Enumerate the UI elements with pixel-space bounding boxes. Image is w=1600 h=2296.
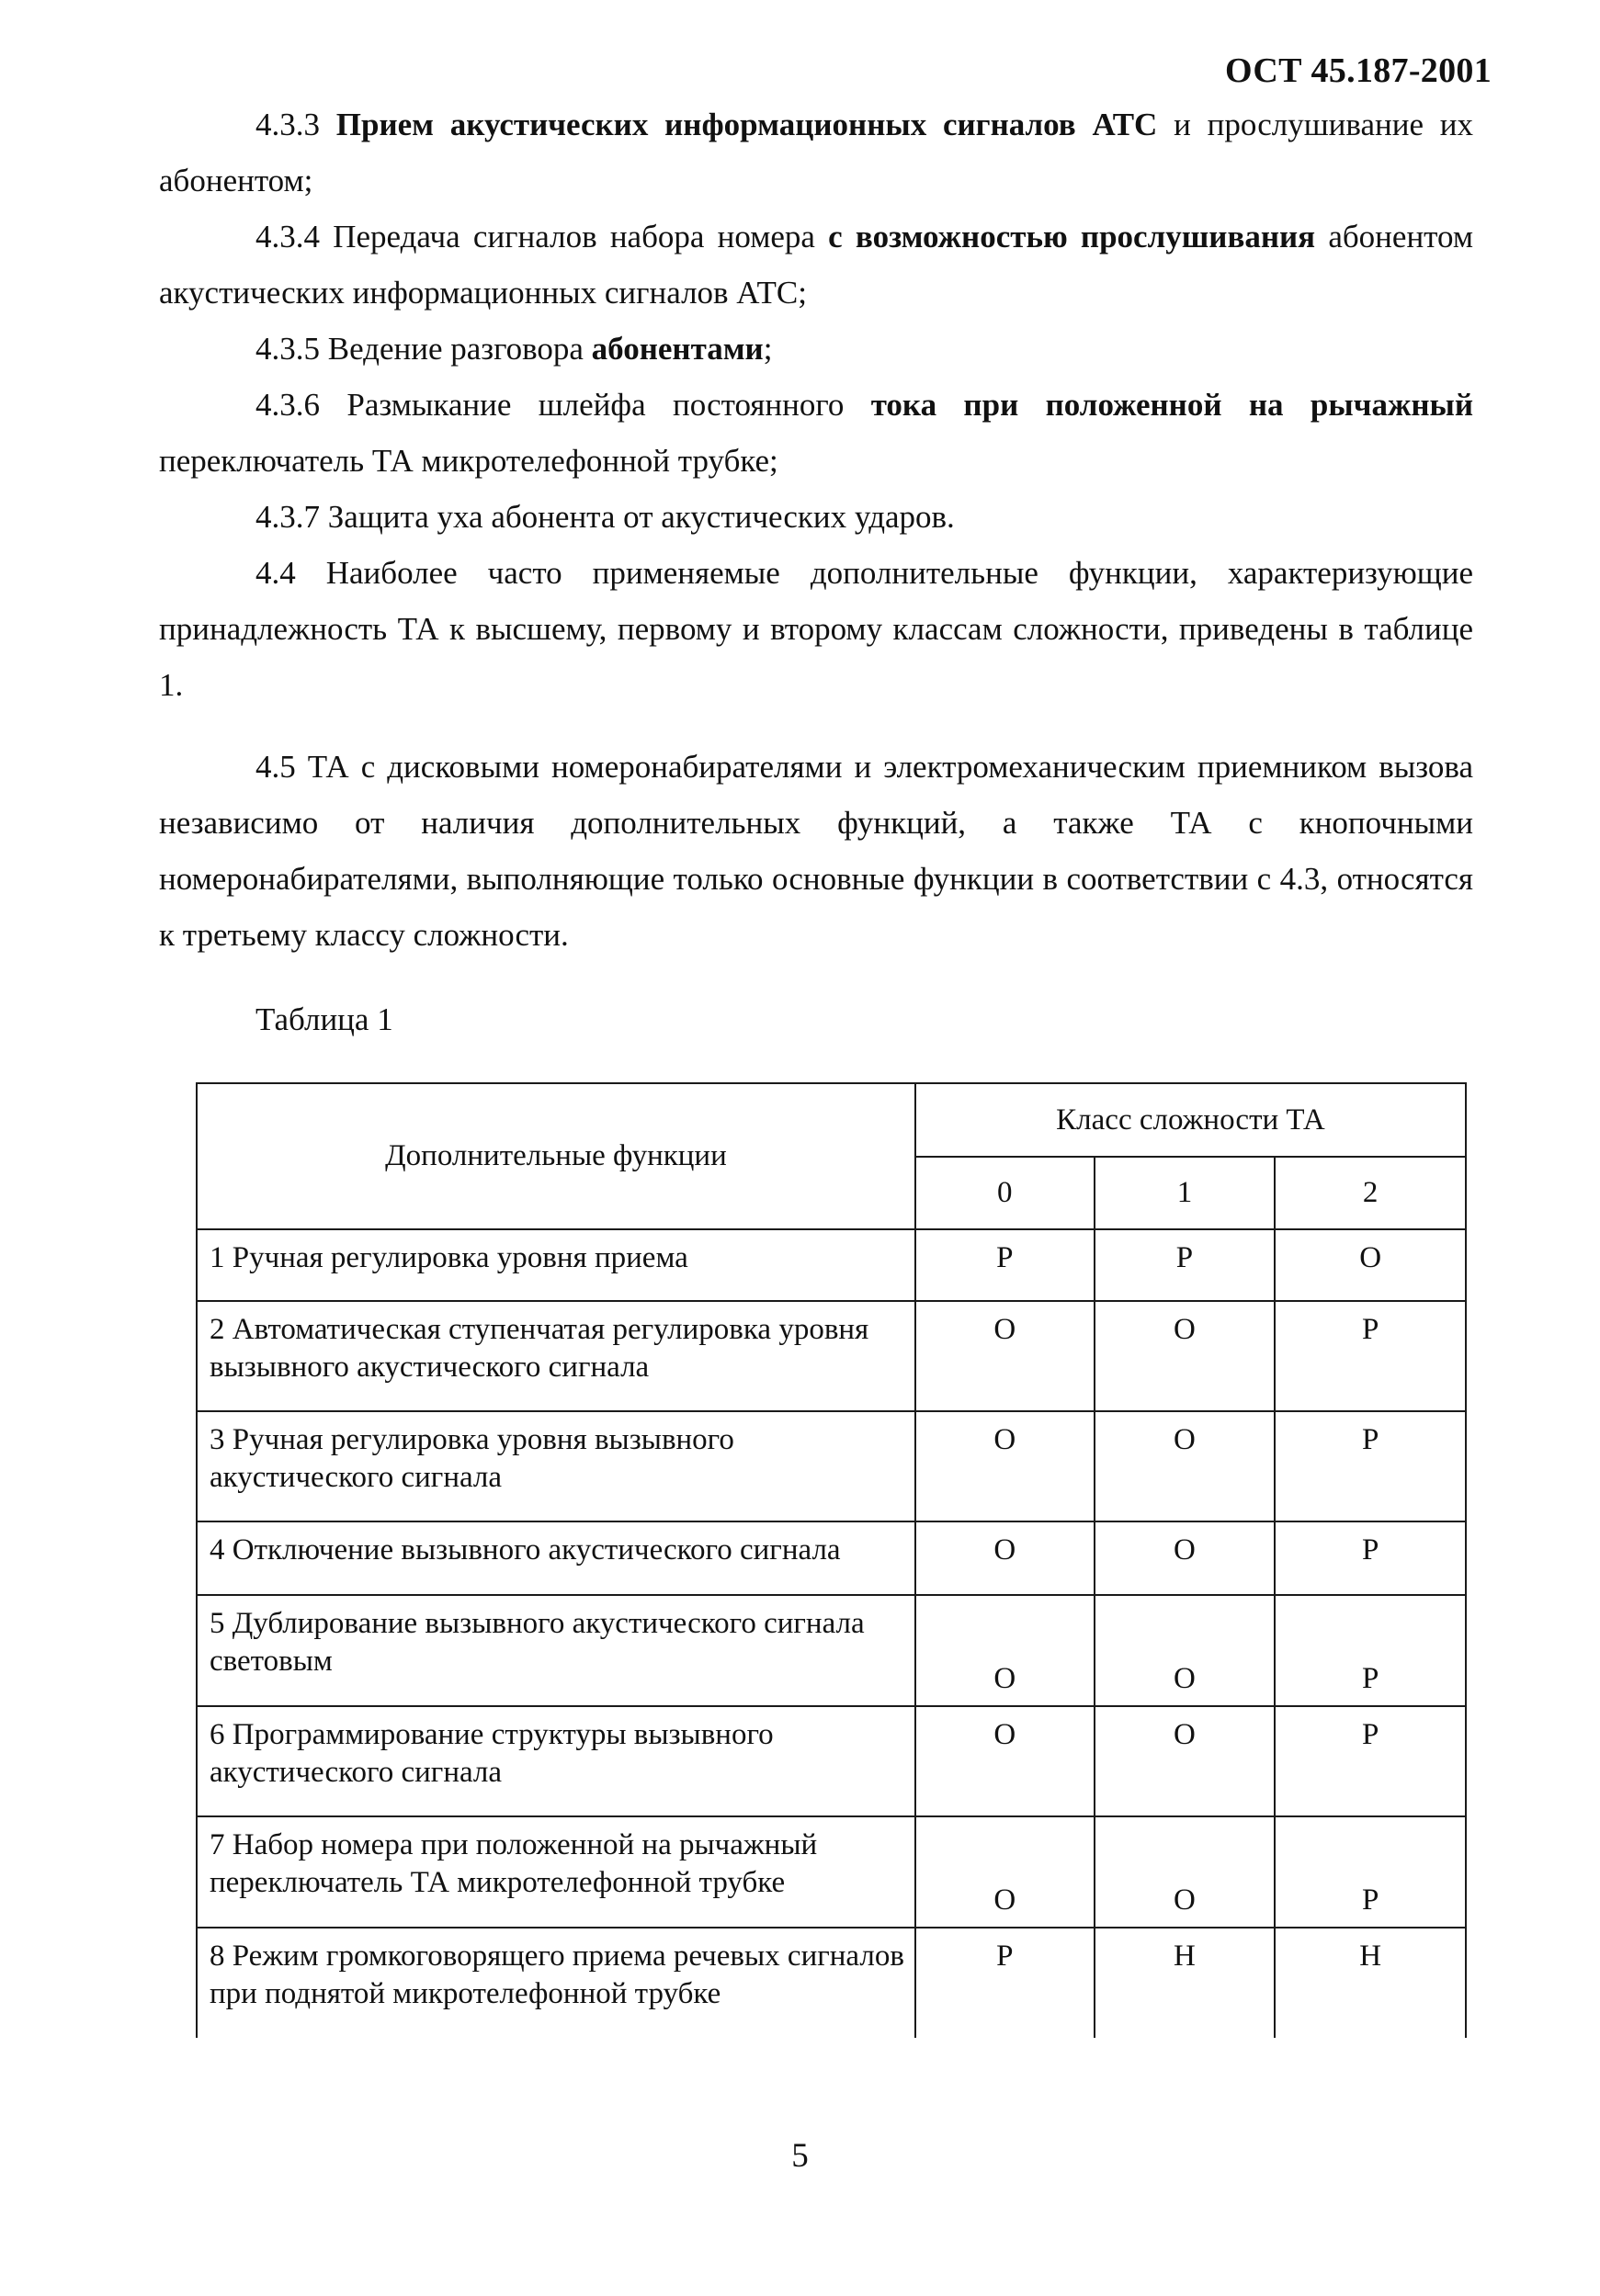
body-text <box>159 96 1473 963</box>
paragraph-4-4: 4.4 Наиболее часто применяемые дополнительные функции, характеризующие принадлежность ТА к высшему, первому и второму классам сложности, приведены в таблице 1. <box>159 555 1473 703</box>
row-value-class-1: О <box>1095 1706 1276 1816</box>
paragraph-4-3-4-head: 4.3.4 Передача сигналов набора номера <box>255 219 829 254</box>
table-caption: Таблица 1 <box>255 1001 393 1037</box>
table-row <box>197 1521 1466 1595</box>
paragraph-4-3-3-number: 4.3.3 <box>255 107 336 142</box>
row-function: 1 Ручная регулировка уровня приема <box>197 1229 915 1301</box>
paragraph-4-3-4 <box>159 209 1473 321</box>
page-number: 5 <box>791 2137 809 2175</box>
paragraph-4-3-6 <box>159 377 1473 489</box>
row-value-class-0: Р <box>915 1229 1095 1301</box>
paragraph-4-3-5-bold: абонентами <box>591 331 764 367</box>
row-value-class-1: О <box>1095 1816 1276 1928</box>
row-value-class-0: О <box>915 1411 1095 1521</box>
row-value-class-0: О <box>915 1595 1095 1706</box>
row-value-class-1: О <box>1095 1521 1276 1595</box>
paragraph-4-3-3-tail: и прослушивание их абонентом; <box>159 107 1474 198</box>
row-function: 5 Дублирование вызывного акустического сигнала световым <box>197 1595 915 1706</box>
row-value-class-1: О <box>1095 1595 1276 1706</box>
row-function: 4 Отключение вызывного акустического сигнала <box>197 1521 915 1595</box>
row-value-class-1: Р <box>1095 1229 1276 1301</box>
row-value-class-2: Р <box>1275 1521 1466 1595</box>
row-value-class-0: О <box>915 1706 1095 1816</box>
header-class-2: 2 <box>1275 1157 1466 1229</box>
row-value-class-1: О <box>1095 1301 1276 1411</box>
table-row <box>197 1411 1466 1521</box>
paragraph-4-3-5-head: 4.3.5 Ведение разговора <box>255 331 592 367</box>
row-function: 7 Набор номера при положенной на рычажный переключатель ТА микротелефонной трубке <box>197 1816 915 1928</box>
row-function: 3 Ручная регулировка уровня вызывного акустического сигнала <box>197 1411 915 1521</box>
header-functions: Дополнительные функции <box>197 1083 915 1229</box>
paragraph-4-3-3-bold: Прием акустических информационных сигналов АТС <box>335 107 1158 142</box>
row-function: 2 Автоматическая ступенчатая регулировка уровня вызывного акустического сигнала <box>197 1301 915 1411</box>
row-value-class-2: Р <box>1275 1816 1466 1928</box>
paragraph-4-3-6-head: 4.3.6 Размыкание шлейфа постоянного <box>255 387 871 423</box>
row-value-class-2: Р <box>1275 1301 1466 1411</box>
row-value-class-2: Н <box>1275 1928 1466 2038</box>
header-class-0: 0 <box>915 1157 1095 1229</box>
header-class-1: 1 <box>1095 1157 1276 1229</box>
row-function: 6 Программирование структуры вызывного акустического сигнала <box>197 1706 915 1816</box>
row-value-class-0: О <box>915 1301 1095 1411</box>
table-row <box>197 1229 1466 1301</box>
paragraph-4-3-6-bold: тока при положенной на рычажный <box>870 387 1473 423</box>
row-value-class-2: Р <box>1275 1411 1466 1521</box>
table-row <box>197 1301 1466 1411</box>
header-complexity-class: Класс сложности ТА <box>915 1083 1466 1157</box>
row-value-class-0: Р <box>915 1928 1095 2038</box>
row-function: 8 Режим громкоговорящего приема речевых сигналов при поднятой микротелефонной трубке <box>197 1928 915 2038</box>
table-header-row <box>197 1083 1466 1157</box>
row-value-class-0: О <box>915 1521 1095 1595</box>
table-row <box>197 1928 1466 2038</box>
paragraph-4-3-7: 4.3.7 Защита уха абонента от акустических ударов. <box>255 499 955 535</box>
paragraph-4-3-5 <box>159 321 1473 377</box>
paragraph-4-3-4-tail: абонентом акустических информационных сигналов АТС; <box>159 219 1473 311</box>
row-value-class-1: Н <box>1095 1928 1276 2038</box>
paragraph-4-3-3 <box>159 96 1473 209</box>
table-row <box>197 1706 1466 1816</box>
complexity-table <box>196 1082 1467 2038</box>
row-value-class-2: Р <box>1275 1595 1466 1706</box>
table-row <box>197 1816 1466 1928</box>
paragraph-4-3-6-tail: переключатель ТА микротелефонной трубке; <box>159 443 778 479</box>
row-value-class-2: Р <box>1275 1706 1466 1816</box>
paragraph-4-5: 4.5 ТА с дисковыми номеронабирателями и электромеханическим приемником вызова независимо от наличия дополнительных функций, а также ТА с кнопочными номеронабирателями, выполняющие только основные функции в соответствии с 4.3, относятся к третьему классу сложности. <box>159 749 1473 953</box>
paragraph-4-3-5-tail: ; <box>763 331 773 367</box>
document-code: ОСТ 45.187-2001 <box>1225 51 1492 90</box>
table-row <box>197 1595 1466 1706</box>
paragraph-4-3-4-bold: с возможностью прослушивания <box>828 219 1316 254</box>
row-value-class-0: О <box>915 1816 1095 1928</box>
row-value-class-2: О <box>1275 1229 1466 1301</box>
row-value-class-1: О <box>1095 1411 1276 1521</box>
